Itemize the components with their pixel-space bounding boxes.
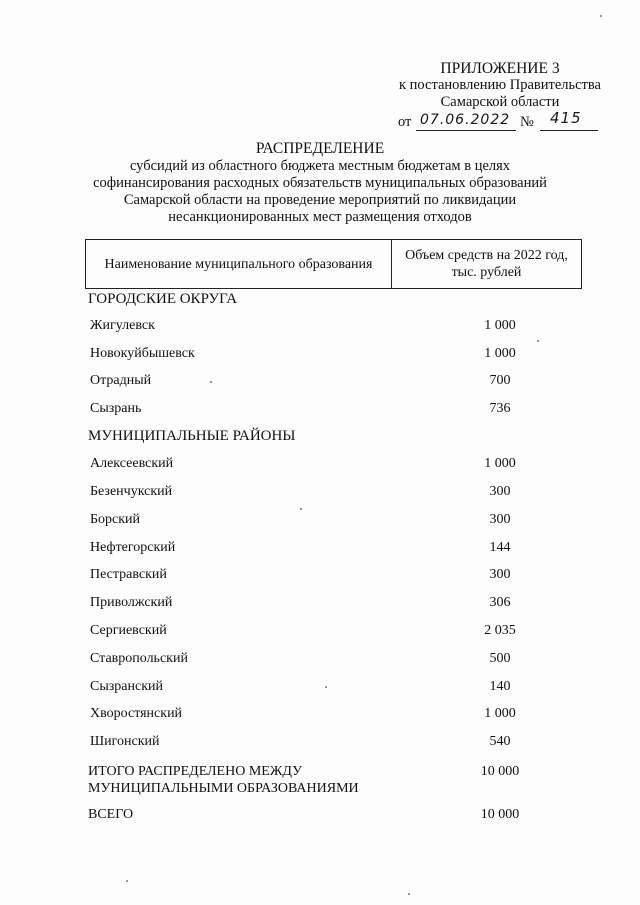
grand-total-row <box>88 807 578 825</box>
heading-line: Самарской области на проведение мероприятий по ликвидации <box>123 192 517 208</box>
scan-speck <box>210 381 212 383</box>
table-row <box>90 540 580 558</box>
row-name: Приволжский <box>90 595 173 610</box>
table-row <box>90 401 580 419</box>
table-row <box>90 706 580 724</box>
number-handwritten: 415 <box>550 109 582 127</box>
table-row <box>90 595 580 613</box>
number-underline <box>540 130 598 131</box>
column-header-amount-line-2: тыс. рублей <box>451 265 522 280</box>
row-name: Отрадный <box>90 373 152 388</box>
row-value: 300 <box>489 484 511 499</box>
row-value: 700 <box>489 373 511 388</box>
table-row <box>90 623 580 641</box>
row-value: 144 <box>489 540 511 555</box>
section-title-municipal-districts: МУНИЦИПАЛЬНЫЕ РАЙОНЫ <box>88 428 296 444</box>
number-prefix: № <box>520 114 534 130</box>
row-value: 1 000 <box>484 456 516 471</box>
row-name: Пестравский <box>90 567 167 582</box>
table-row <box>90 484 580 502</box>
total-distributed-value: 10 000 <box>480 764 520 779</box>
appendix-line-1: к постановлению Правительства <box>399 77 601 93</box>
column-header-amount <box>392 240 581 288</box>
date-handwritten: 07.06.2022 <box>420 112 511 128</box>
row-name: Жигулевск <box>90 318 155 333</box>
table-row <box>90 373 580 391</box>
heading-line: несанкционированных мест размещения отходов <box>168 209 472 225</box>
table-row <box>90 679 580 697</box>
row-name: Нефтегорский <box>90 540 176 555</box>
date-number-line <box>380 109 620 132</box>
row-name: Сызранский <box>90 679 163 694</box>
table-row <box>90 567 580 585</box>
document-heading <box>90 140 550 226</box>
table-row <box>90 651 580 669</box>
heading-title: РАСПРЕДЕЛЕНИЕ <box>255 140 385 157</box>
row-value: 2 035 <box>484 623 516 638</box>
table-header <box>85 239 582 289</box>
scan-speck <box>126 880 128 882</box>
row-value: 300 <box>489 567 511 582</box>
column-header-name <box>86 240 392 288</box>
total-distributed-row <box>88 763 578 797</box>
row-name: Ставропольский <box>90 651 188 666</box>
appendix-title: ПРИЛОЖЕНИЕ 3 <box>440 60 560 77</box>
scan-speck <box>408 893 410 895</box>
row-value: 1 000 <box>484 318 516 333</box>
row-value: 140 <box>489 679 511 694</box>
date-prefix: от <box>398 114 412 130</box>
row-value: 1 000 <box>484 706 516 721</box>
row-value: 306 <box>489 595 511 610</box>
row-name: Шигонский <box>90 734 160 749</box>
total-distributed-label-line-1: ИТОГО РАСПРЕДЕЛЕНО МЕЖДУ <box>88 764 302 779</box>
scan-speck <box>325 686 327 688</box>
table-row <box>90 318 580 336</box>
row-value: 300 <box>489 512 511 527</box>
appendix-block <box>380 60 620 132</box>
heading-line: субсидий из областного бюджета местным бюджетам в целях <box>129 158 511 174</box>
scan-speck <box>537 340 539 342</box>
row-value: 500 <box>489 651 511 666</box>
row-name: Алексеевский <box>90 456 174 471</box>
heading-line: софинансирования расходных обязательств муниципальных образований <box>93 175 547 191</box>
appendix-line-2: Самарской области <box>440 94 560 110</box>
column-header-name-text: Наименование муниципального образования <box>104 256 373 272</box>
grand-total-label: ВСЕГО <box>88 807 134 822</box>
row-name: Сергиевский <box>90 623 167 638</box>
row-name: Новокуйбышевск <box>90 346 195 361</box>
scan-speck <box>300 508 302 510</box>
table-row <box>90 512 580 530</box>
row-name: Борский <box>90 512 141 527</box>
table-row <box>90 734 580 752</box>
row-value: 736 <box>489 401 511 416</box>
scan-speck <box>600 15 602 17</box>
date-underline <box>416 130 516 131</box>
total-distributed-label-line-2: МУНИЦИПАЛЬНЫМИ ОБРАЗОВАНИЯМИ <box>88 781 359 796</box>
column-header-amount-line-1: Объем средств на 2022 год, <box>405 248 568 263</box>
row-name: Безенчукский <box>90 484 173 499</box>
grand-total-value: 10 000 <box>480 807 520 822</box>
table-row <box>90 346 580 364</box>
row-name: Сызрань <box>90 401 142 416</box>
row-name: Хворостянский <box>90 706 183 721</box>
row-value: 1 000 <box>484 346 516 361</box>
table-row <box>90 456 580 474</box>
section-title-city-districts: ГОРОДСКИЕ ОКРУГА <box>88 291 238 307</box>
row-value: 540 <box>489 734 511 749</box>
